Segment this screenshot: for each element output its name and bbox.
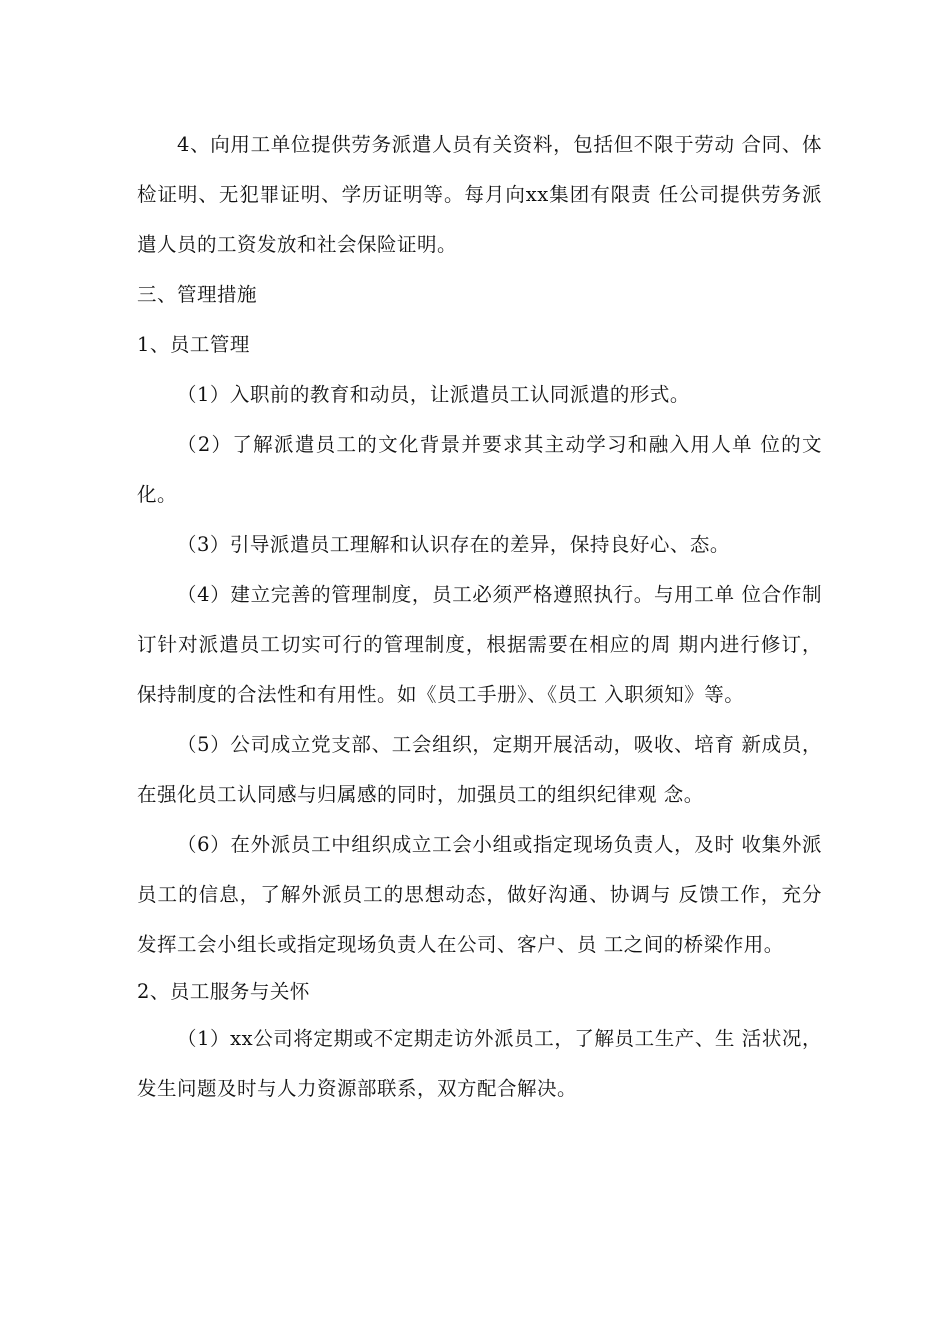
subsection-heading-employee-service: 2、员工服务与关怀 xyxy=(137,980,310,1003)
paragraph-provide-materials: 4、向用工单位提供劳务派遣人员有关资料，包括但不限于劳动 合同、体检证明、无犯罪证明、学历证明等。每月向xx集团有限责 任公司提供劳务派遣人员的工资发放和社会保险证明。 xyxy=(137,133,822,256)
service-item-1: （1）xx公司将定期或不定期走访外派员工，了解员工生产、生 活状况，发生问题及时与人力资源部联系，双方配合解决。 xyxy=(137,1027,822,1100)
document-body xyxy=(137,120,822,1114)
list-item-2: （2）了解派遣员工的文化背景并要求其主动学习和融入用人单 位的文化。 xyxy=(137,433,822,506)
subsection-heading-employee-management: 1、员工管理 xyxy=(137,333,250,356)
list-item-5: （5）公司成立党支部、工会组织，定期开展活动，吸收、培育 新成员，在强化员工认同感与归属感的同时，加强员工的组织纪律观 念。 xyxy=(137,733,822,806)
section-heading-management-measures: 三、管理措施 xyxy=(137,283,258,306)
list-item-6: （6）在外派员工中组织成立工会小组或指定现场负责人，及时 收集外派员工的信息，了解外派员工的思想动态，做好沟通、协调与 反馈工作，充分发挥工会小组长或指定现场负责人在公司、客户、员 工之间的桥梁作用。 xyxy=(137,833,822,956)
list-item-3: （3）引导派遣员工理解和认识存在的差异，保持良好心、态。 xyxy=(177,533,730,556)
list-item-4: （4）建立完善的管理制度，员工必须严格遵照执行。与用工单 位合作制订针对派遣员工切实可行的管理制度，根据需要在相应的周 期内进行修订，保持制度的合法性和有用性。如《员工手册》、《员工 入职须知》等。 xyxy=(137,583,822,706)
list-item-1: （1）入职前的教育和动员，让派遣员工认同派遣的形式。 xyxy=(177,383,690,406)
